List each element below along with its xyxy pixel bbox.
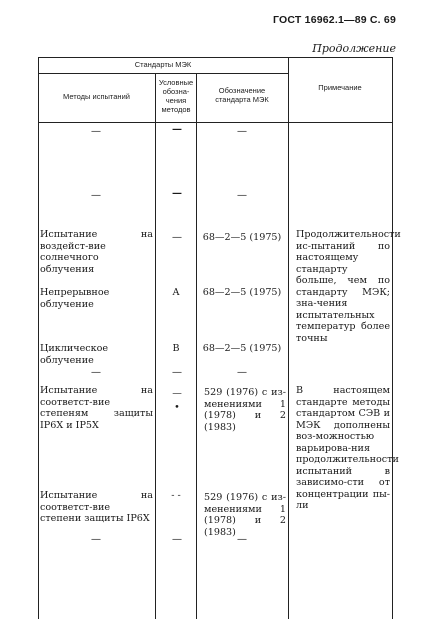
symbol-cell: — <box>172 232 182 243</box>
col-header-standard: Обозначение стандарта МЭК <box>215 86 269 104</box>
method-cell: Испытание на соответст-вие степени защиты IP6X <box>40 490 153 524</box>
page-header: ГОСТ 16962.1—89 С. 69 <box>273 14 396 26</box>
method-cell: — <box>91 190 101 201</box>
method-cell: — <box>91 126 101 137</box>
standard-cell: — <box>237 534 247 545</box>
symbol-cell: — <box>172 124 182 135</box>
method-cell: Циклическое облучение <box>40 343 109 366</box>
method-cell: — <box>91 534 101 545</box>
symbol-cell: — • <box>172 388 182 413</box>
standard-cell: 529 (1976) с из-менениями 1 (1978) и 2 (1983) <box>204 387 286 433</box>
method-cell: — <box>91 367 101 378</box>
note-cell: В настоящем стандарте методы стандартом СЭВ и МЭК дополнены воз-можностью варьирова-ния продолжительности испытаний в зависимо-сти от концентрации пы-ли <box>296 385 399 511</box>
col-header-methods: Методы испытаний <box>63 92 130 101</box>
method-cell: Непрерывное облучение <box>40 287 110 310</box>
column-divider <box>288 57 289 619</box>
method-cell: Испытание на воздейст-вие солнечного облучения <box>40 229 153 275</box>
symbol-cell: — <box>172 188 182 199</box>
symbol-cell: — <box>172 367 182 378</box>
table-border-top <box>38 57 393 58</box>
col-header-notes: Примечание <box>318 83 362 92</box>
standard-cell: 68—2—5 (1975) <box>202 343 282 354</box>
table-border-right <box>392 57 393 619</box>
standard-cell: — <box>237 190 247 201</box>
group-header: Стандарты МЭК <box>134 60 192 69</box>
symbol-cell: — <box>172 534 182 545</box>
standards-table <box>38 57 401 619</box>
standard-cell: — <box>237 367 247 378</box>
header-bottom-line <box>38 122 393 123</box>
col-header-symbols: Условные обозна- чения методов <box>158 78 194 114</box>
standard-cell: 529 (1976) с из-менениями 1 (1978) и 2 (1983) <box>204 492 286 538</box>
symbol-cell: А <box>172 287 180 298</box>
symbol-cell: В <box>172 343 180 354</box>
continuation-label: Продолжение <box>312 42 396 55</box>
method-cell: Испытание на соответст-вие степеням защиты IP6X и IP5X <box>40 385 153 431</box>
group-header-divider <box>38 73 288 74</box>
standard-cell: 68—2—5 (1975) <box>202 232 282 243</box>
standard-cell: — <box>237 126 247 137</box>
column-divider <box>196 73 197 619</box>
standard-cell: 68—2—5 (1975) <box>202 287 282 298</box>
symbol-cell: - - <box>171 490 181 501</box>
table-border-left <box>38 57 39 619</box>
note-cell: Продолжительности ис-пытаний по настоящему стандарту больше, чем по стандарту МЭК; зна-чения испытательных температур более точны <box>296 229 401 344</box>
